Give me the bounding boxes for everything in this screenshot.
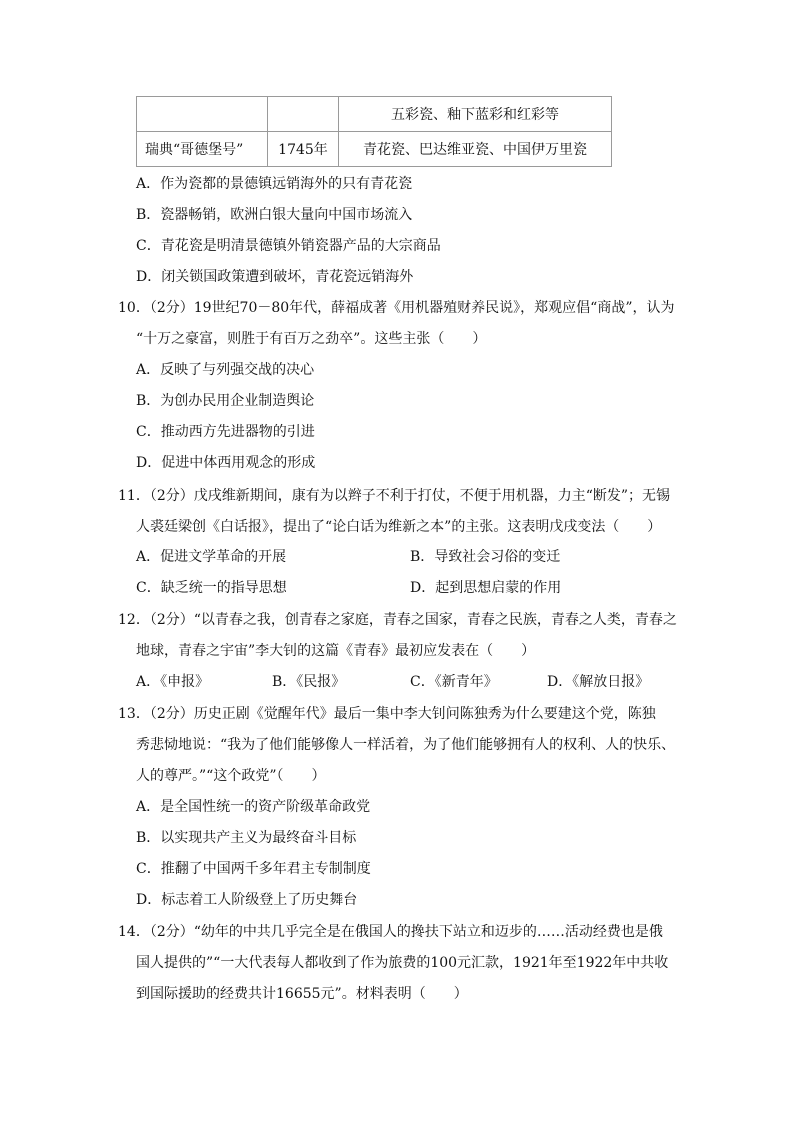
q12-stem-line2: 地球，青春之宇宙”李大钊的这篇《青春》最初应发表在（ ） [136, 643, 536, 659]
table-cell: 青花瓷、巴达维亚瓷、中国伊万里瓷 [339, 132, 612, 167]
q11-option-b[interactable]: B．导致社会习俗的变迁 [410, 549, 561, 565]
q9-option-d[interactable]: D．闭关锁国政策遭到破坏，青花瓷远销海外 [136, 269, 414, 285]
q11-option-a[interactable]: A．促进文学革命的开展 [136, 549, 287, 565]
q9-option-c[interactable]: C．青花瓷是明清景德镇外销瓷器产品的大宗商品 [136, 238, 441, 254]
q11-option-d[interactable]: D．起到思想启蒙的作用 [410, 580, 562, 596]
q13-stem-line2: 秀悲恸地说：“我为了他们能够像人一样活着，为了他们能够拥有人的权利、人的快乐、 [136, 737, 676, 753]
q10-option-d[interactable]: D．促进中体西用观念的形成 [136, 455, 316, 471]
q12-stem-line1: 12．（2分）“以青春之我，创青春之家庭，青春之国家，青春之民族，青春之人类，青春之 [118, 612, 677, 628]
q13-option-b[interactable]: B．以实现共产主义为最终奋斗目标 [136, 830, 357, 846]
q13-stem-line1: 13．（2分）历史正剧《觉醒年代》最后一集中李大钊问陈独秀为什么要建这个党，陈独 [118, 706, 656, 722]
q12-option-d[interactable]: D．《解放日报》 [547, 674, 650, 690]
q13-option-c[interactable]: C．推翻了中国两千多年君主专制制度 [136, 861, 371, 877]
ceramics-export-table [136, 96, 612, 167]
q10-option-a[interactable]: A．反映了与列强交战的决心 [136, 362, 315, 378]
q12-option-c[interactable]: C．《新青年》 [410, 674, 498, 690]
q10-option-c[interactable]: C．推动西方先进器物的引进 [136, 424, 315, 440]
table-cell [268, 97, 339, 132]
q14-stem-line3: 到国际援助的经费共计16655元”。材料表明（ ） [136, 986, 468, 1002]
q10-stem-line2: “十万之豪富，则胜于有百万之劲卒”。这些主张（ ） [136, 331, 487, 347]
q9-option-b[interactable]: B．瓷器畅销，欧洲白银大量向中国市场流入 [136, 207, 413, 223]
q12-option-b[interactable]: B．《民报》 [272, 674, 346, 690]
table-cell: 五彩瓷、釉下蓝彩和红彩等 [339, 97, 612, 132]
table-cell: 瑞典“哥德堡号” [137, 132, 268, 167]
table-row [137, 97, 612, 132]
q12-option-a[interactable]: A．《申报》 [136, 674, 210, 690]
q13-stem-line3: 人的尊严。”“这个政党”（ ） [136, 768, 326, 784]
q10-stem-line1: 10．（2分）19世纪70－80年代，薛福成著《用机器殖财养民说》，郑观应倡“商战”，认为 [118, 300, 675, 316]
q14-stem-line1: 14．（2分）“幼年的中共几乎完全是在俄国人的搀扶下站立和迈步的……活动经费也是俄 [118, 924, 663, 940]
table-cell [137, 97, 268, 132]
q11-stem-line1: 11．（2分）戊戌维新期间，康有为以辫子不利于打仗，不便于用机器，力主“断发”；无锡 [118, 488, 671, 504]
q13-option-d[interactable]: D．标志着工人阶级登上了历史舞台 [136, 892, 358, 908]
table-cell: 1745年 [268, 132, 339, 167]
q9-option-a[interactable]: A．作为瓷都的景德镇远销海外的只有青花瓷 [136, 176, 413, 192]
q11-option-c[interactable]: C．缺乏统一的指导思想 [136, 580, 287, 596]
q10-option-b[interactable]: B．为创办民用企业制造舆论 [136, 393, 315, 409]
q11-stem-line2: 人裘廷梁创《白话报》，提出了“论白话为维新之本”的主张。这表明戊戌变法（ ） [136, 519, 662, 535]
q13-option-a[interactable]: A．是全国性统一的资产阶级革命政党 [136, 799, 371, 815]
table-row [137, 132, 612, 167]
q14-stem-line2: 国人提供的”“一大代表每人都收到了作为旅费的100元汇款，1921年至1922年中共收 [136, 955, 669, 971]
